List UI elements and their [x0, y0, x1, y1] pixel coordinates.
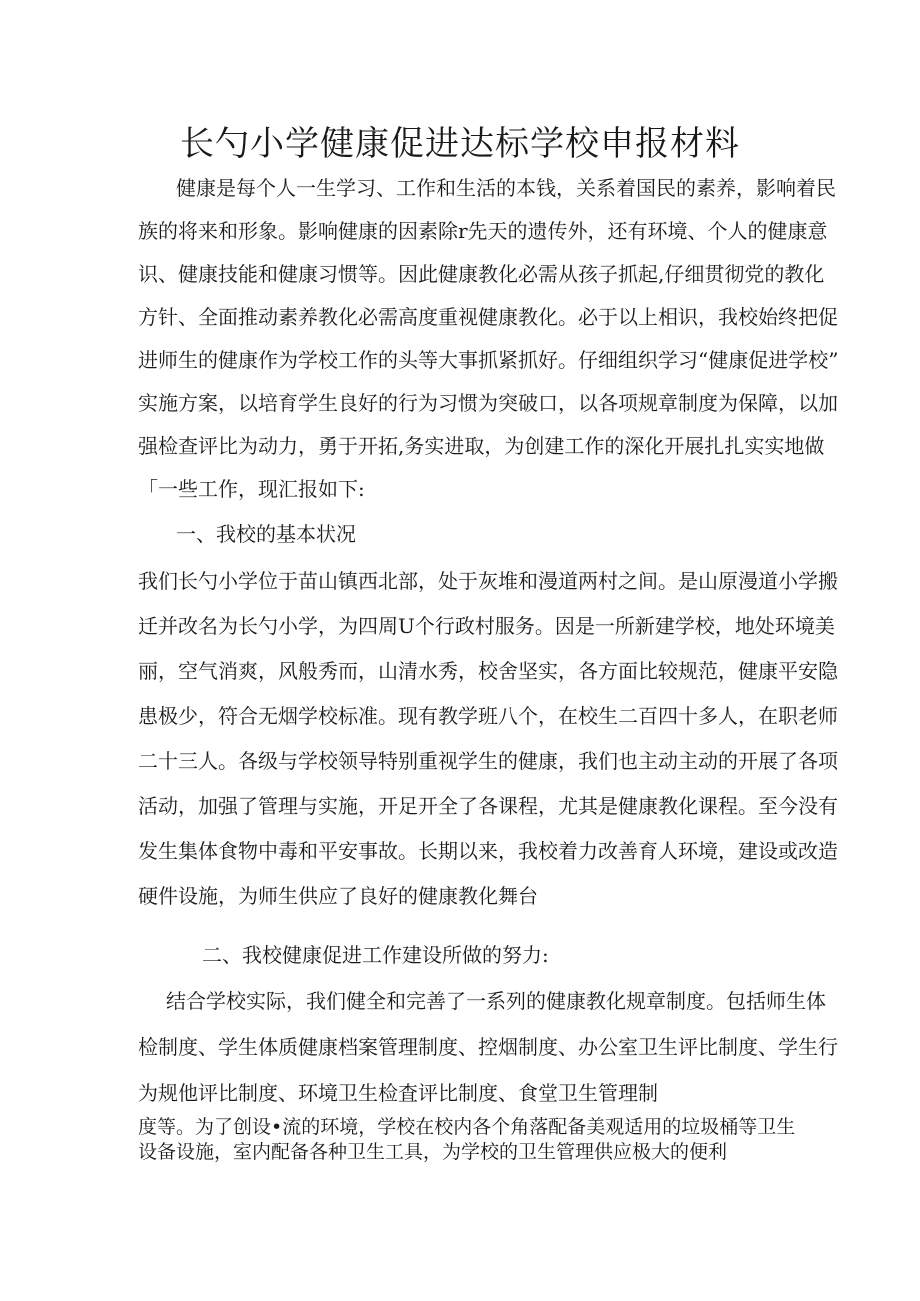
- section1-line: 活动，加强了管理与实施，开足开全了各课程，尤其是健康教化课程。至今没有: [138, 794, 838, 818]
- section1-heading: 一、我校的基本状况: [176, 522, 356, 546]
- section1-line: 硬件设施，为师生供应了良好的健康教化舞台: [138, 884, 538, 908]
- intro-line: 识、健康技能和健康习惯等。因此健康教化必需从孩子抓起,仔细贯彻党的教化: [138, 262, 825, 286]
- section2-line: 检制度、学生体质健康档案管理制度、控烟制度、办公室卫生评比制度、学生行: [138, 1035, 838, 1059]
- intro-line: 方针、全面推动素养教化必需高度重视健康教化。必于以上相识，我校始终把促: [138, 305, 838, 329]
- intro-line: 「一些工作，现汇报如下:: [138, 477, 365, 501]
- section2-line: 度等。为了创设•流的环境，学校在校内各个角落配备美观适用的垃圾桶等卫生: [138, 1116, 796, 1138]
- section1-line: 迁并改名为长勺小学，为四周U个行政村服务。因是一所新建学校，地处环境美: [138, 614, 835, 638]
- intro-line: 强检查评比为动力，勇于开拓,务实进取，为创建工作的深化开展扎扎实实地做: [138, 434, 825, 458]
- section1-line: 发生集体食物中毒和平安事故。长期以来，我校着力改善育人环境，建设或改造: [138, 839, 838, 863]
- section2-heading: 二、我校健康促进工作建设所做的努力:: [202, 943, 549, 967]
- section2-line: 结合学校实际，我们健全和完善了一系列的健康教化规章制度。包括师生体: [166, 989, 826, 1013]
- document-title: 长勺小学健康促进达标学校申报材料: [180, 124, 740, 164]
- section1-line: 患极少，符合无烟学校标准。现有教学班八个，在校生二百四十多人，在职老师: [138, 704, 838, 728]
- intro-line: 健康是每个人一生学习、工作和生活的本钱，关系着国民的素养，影响着民: [176, 176, 836, 200]
- section1-line: 我们长勺小学位于苗山镇西北部，处于灰堆和漫道两村之间。是山原漫道小学搬: [138, 569, 838, 593]
- intro-line: 实施方案，以培育学生良好的行为习惯为突破口，以各项规章制度为保障，以加: [138, 391, 838, 415]
- section2-line: 设备设施，室内配备各种卫生工具，为学校的卫生管理供应极大的便利: [138, 1141, 728, 1163]
- section1-line: 丽，空气消爽，风般秀而，山清水秀，校舍坚实，各方面比较规范，健康平安隐: [138, 659, 838, 683]
- intro-line: 族的将来和形象。影响健康的因素除r先天的遗传外，还有环境、个人的健康意: [138, 219, 828, 243]
- section1-line: 二十三人。各级与学校领导特别重视学生的健康，我们也主动主动的开展了各项: [138, 749, 838, 773]
- section2-line: 为规他评比制度、环境卫生检査评比制度、食堂卫生管理制: [138, 1081, 658, 1105]
- intro-line: 进师生的健康作为学校工作的头等大事抓紧抓好。仔细组织学习“健康促进学校”: [138, 348, 839, 372]
